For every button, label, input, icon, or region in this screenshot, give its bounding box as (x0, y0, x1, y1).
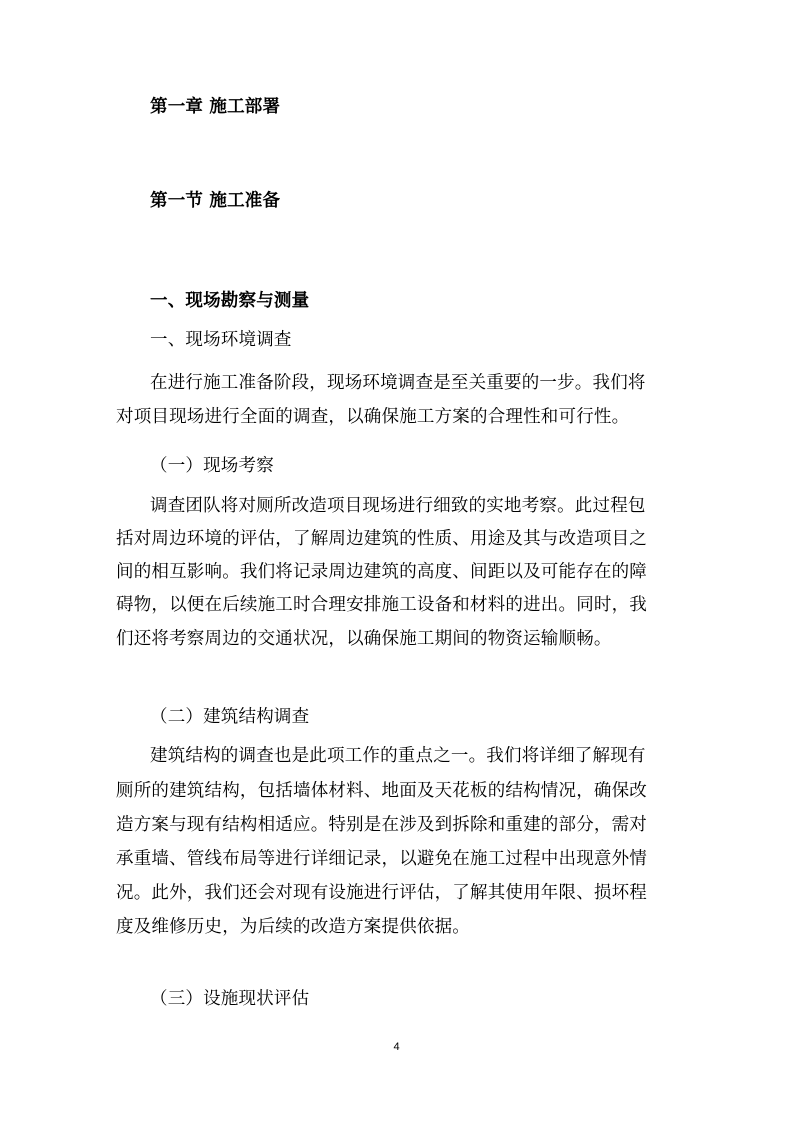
paragraph-line: 间的相互影响。我们将记录周边建筑的高度、间距以及可能存在的障 (116, 562, 647, 582)
paragraph-line: 承重墙、管线布局等进行详细记录，以避免在施工过程中出现意外情 (116, 849, 647, 869)
chapter-heading: 第一章 施工部署 (150, 97, 281, 117)
subheading-structure-survey: （二）建筑结构调查 (150, 707, 310, 727)
page-number: 4 (393, 1041, 400, 1053)
paragraph-line: 建筑结构的调查也是此项工作的重点之一。我们将详细了解现有 (150, 746, 646, 766)
paragraph-line: 度及维修历史，为后续的改造方案提供依据。 (116, 917, 470, 937)
paragraph-line: 造方案与现有结构相适应。特别是在涉及到拆除和重建的部分，需对 (116, 815, 647, 835)
paragraph-line: 们还将考察周边的交通状况，以确保施工期间的物资运输顺畅。 (116, 629, 612, 649)
paragraph-line: 况。此外，我们还会对现有设施进行评估，了解其使用年限、损坏程 (116, 883, 647, 903)
item-heading: 一、现场环境调查 (150, 330, 292, 350)
subheading-site-inspection: （一）现场考察 (150, 456, 274, 476)
paragraph-line: 括对周边环境的评估，了解周边建筑的性质、用途及其与改造项目之 (116, 529, 647, 549)
subheading-facility-assessment: （三）设施现状评估 (150, 989, 310, 1009)
paragraph-line: 调查团队将对厕所改造项目现场进行细致的实地考察。此过程包 (150, 496, 646, 516)
paragraph-line: 厕所的建筑结构，包括墙体材料、地面及天花板的结构情况，确保改 (116, 781, 647, 801)
paragraph-line: 碍物，以便在后续施工时合理安排施工设备和材料的进出。同时，我 (116, 595, 647, 615)
paragraph-line: 对项目现场进行全面的调查，以确保施工方案的合理性和可行性。 (116, 407, 630, 427)
paragraph-line: 在进行施工准备阶段，现场环境调查是至关重要的一步。我们将 (150, 373, 646, 393)
section-heading: 第一节 施工准备 (150, 191, 281, 211)
subsection-heading: 一、现场勘察与测量 (150, 291, 310, 311)
